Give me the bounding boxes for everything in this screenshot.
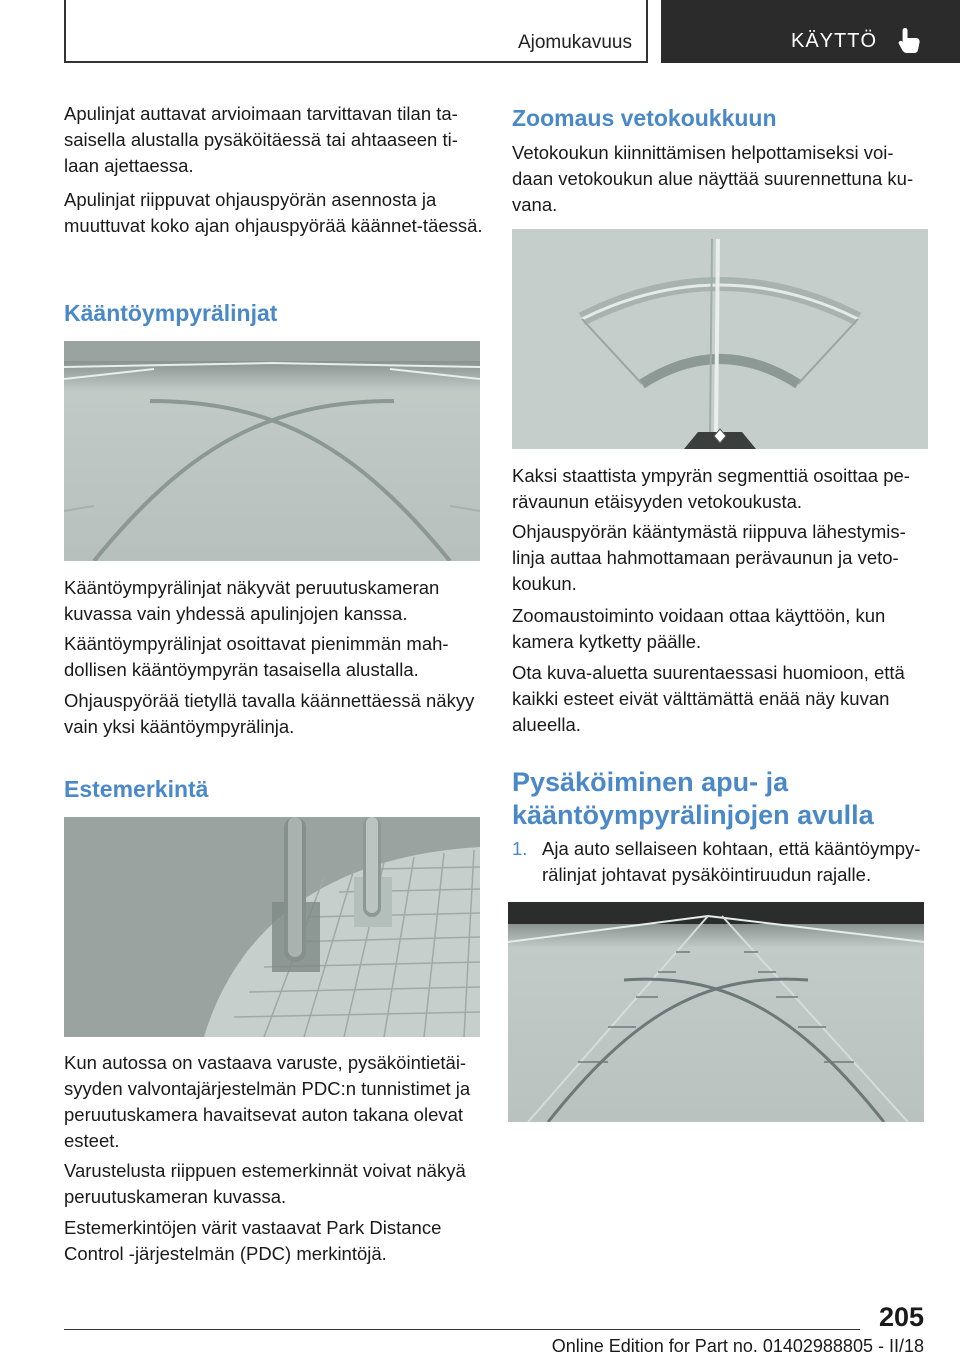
page-number: 205 [878,1302,924,1332]
figure-turning-circle-lines [64,341,480,561]
heading-parking-with-lines: Pysäköiminen apu- ja kääntöympyrälinjojen avulla [512,767,874,830]
chapter-tab [661,0,960,63]
turning-paragraph-1: Kääntöympyrälinjat näkyvät peruutuskameran kuvassa vain yhdessä apulinjojen kanssa. [64,577,440,624]
section-title: Ajomukavuus [517,32,632,53]
intro-paragraph-1: Apulinjat auttavat arvioimaan tarvittavan tilan ta-saisella alustalla pysäköitäessä tai ahtaaseen ti-laan ajettaessa. [64,103,458,176]
step-1-text: Aja auto sellaiseen kohtaan, että kääntöympy-rälinjat johtavat pysäköintiruudun rajalle. [542,838,921,885]
edition-note: Online Edition for Part no. 01402988805 - II/18 [551,1336,924,1356]
figure-parking-space-lines [508,902,924,1122]
zoom-paragraph-3: Ohjauspyörän kääntymästä riippuva lähestymis-linja auttaa hahmottamaan perävaunun ja veto-koukun. [512,521,906,594]
figure-obstacle-marking [64,817,480,1037]
pointing-hand-icon [897,26,923,54]
figure-tow-hook-zoom [512,229,928,449]
turning-paragraph-2: Kääntöympyrälinjat osoittavat pienimmän mah-dollisen kääntöympyrän tasaisella alustalla. [64,633,449,680]
zoom-paragraph-2: Kaksi staattista ympyrän segmenttiä osoittaa pe-rävaunun etäisyyden vetokoukusta. [512,465,910,512]
step-1-number: 1. [512,838,528,859]
heading-obstacle-marking: Estemerkintä [64,776,209,802]
obstacle-paragraph-1: Kun autossa on vastaava varuste, pysäköintietäi-syyden valvontajärjestelmän PDC:n tunnistimet ja peruutuskamera havaitsevat auton takana olevat esteet. [64,1052,471,1151]
turning-paragraph-3: Ohjauspyörää tietyllä tavalla käännettäessä näkyy vain yksi kääntöympyrälinja. [64,690,475,737]
intro-paragraph-2: Apulinjat riippuvat ohjauspyörän asennosta ja muuttuvat koko ajan ohjauspyörää käännet-täessä. [64,189,483,236]
heading-turning-circle-lines: Kääntöympyrälinjat [64,300,278,326]
obstacle-paragraph-3: Estemerkintöjen värit vastaavat Park Distance Control -järjestelmän (PDC) merkintöjä. [64,1217,442,1264]
zoom-paragraph-1: Vetokoukun kiinnittämisen helpottamiseksi voi-daan vetokoukun alue näyttää suurennettuna ku-vana. [512,142,914,215]
chapter-title: KÄYTTÖ [791,30,878,52]
zoom-paragraph-5: Ota kuva-aluetta suurentaessasi huomioon, että kaikki esteet eivät välttämättä enää näy kuvan alueella. [512,662,905,735]
obstacle-paragraph-2: Varustelusta riippuen estemerkinnät voivat näkyä peruutuskameran kuvassa. [64,1160,466,1207]
footer-divider [64,1329,860,1330]
heading-zoom-tow-hook: Zoomaus vetokoukkuun [512,105,777,131]
header-section-box [64,0,648,63]
zoom-paragraph-4: Zoomaustoiminto voidaan ottaa käyttöön, kun kamera kytketty päälle. [512,605,886,652]
